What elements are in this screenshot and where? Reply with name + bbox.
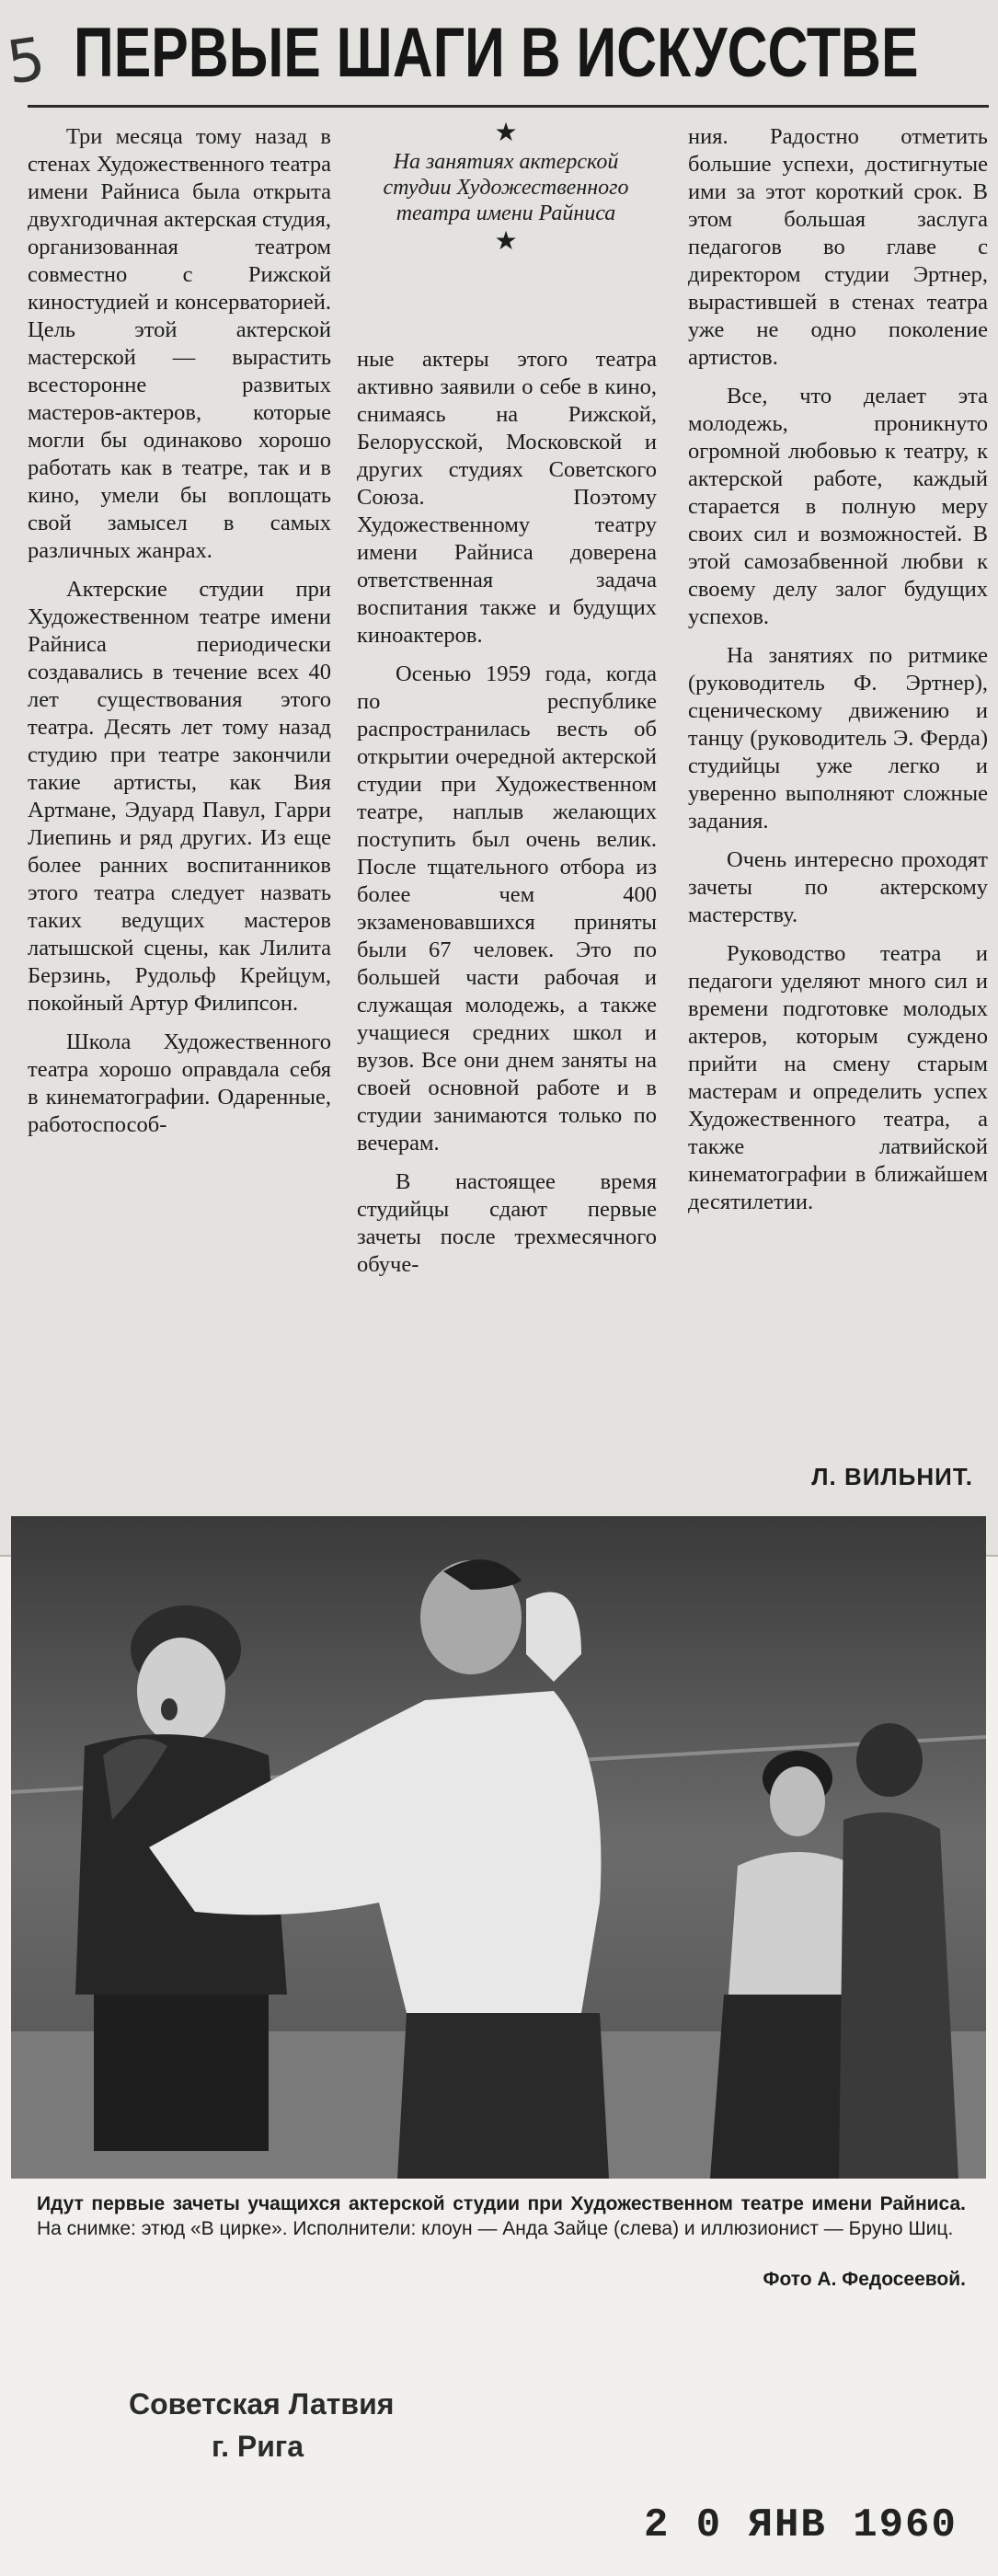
paragraph: Руководство театра и педагоги уделяют много сил и времени подготовке молодых актеров, которым суждено прийти на смену старым мастерам и определить успех Художественного театра, а также латвийской кинематографии в ближайшем десятилетии. (688, 941, 988, 1214)
paragraph: На занятиях по ритмике (руководитель Ф. Эртнер), сценическому движению и танцу (руководитель Э. Ферда) студийцы уже легко и уверенно выполняют сложные задания. (688, 643, 988, 834)
paragraph: Школа Художественного театра хорошо оправдала себя в кинематографии. Одаренные, работоспособ- (28, 1029, 331, 1137)
caption-lead: Идут первые зачеты учащихся актерской студии при Художественном театре имени Райниса. (37, 2193, 966, 2214)
paragraph: Актерские студии при Художественном театре имени Райниса периодически создавались в течение всех 40 лет существования этого театра. Десять лет тому назад студию при театре закончили такие артисты, как Вия Артмане, Эдуард Павул, Гарри Лиепинь и ряд других. Из еще более ранних воспитанников этого театра следует назвать таких ведущих мастеров латышской сцены, как Лилита Берзинь, Рудольф Крейцум, покойный Артур Филипсон. (28, 577, 331, 1016)
caption-rest: На снимке: этюд «В цирке». Исполнители: клоун — Анда Зайце (слева) и иллюзионист — Бруно Шиц. (37, 2218, 954, 2239)
subhead-text: На занятиях актерской студии Художественного театра имени Райниса (383, 150, 629, 225)
source-stamp (129, 2383, 394, 2467)
article-photo (11, 1516, 986, 2179)
photo-caption (37, 2191, 966, 2241)
star-ornament-top: ★ (494, 119, 518, 147)
author-signature: Л. ВИЛЬНИТ. (811, 1463, 973, 1490)
newspaper-name: Советская Латвия (129, 2387, 395, 2421)
paragraph: В настоящее время студийцы сдают первые зачеты после трехмесячного обуче- (357, 1169, 657, 1277)
headline-rule (28, 105, 989, 108)
date-stamp: 2 0 ЯНВ 1960 (644, 2502, 958, 2548)
star-ornament-bottom: ★ (494, 227, 518, 256)
paragraph: Осенью 1959 года, когда по республике распространилась весть об открытии очередной актерской студии при Художественном театре, наплыв желающих поступить был очень велик. После тщательного отбора из более чем 400 экзаменовавшихся приняты были 67 человек. Это по большей части рабочая и служащая молодежь, а также учащиеся средних школ и вузов. Все они днем заняты на своей основной работе и в студии занимаются только по вечерам. (357, 661, 657, 1156)
article-headline: ПЕРВЫЕ ШАГИ В ИСКУССТВЕ (74, 14, 919, 92)
paragraph: Все, что делает эта молодежь, проникнуто огромной любовью к театру, к актерской работе, каждый старается в полную меру своих сил и возможностей. В этой самозабвенной любви к своему делу залог будущих успехов. (688, 384, 988, 629)
paragraph: Очень интересно проходят зачеты по актерскому мастерству. (688, 847, 988, 927)
newspaper-city: г. Рига (212, 2430, 304, 2463)
photo-scene (11, 1516, 986, 2179)
paragraph: ния. Радостно отметить большие успехи, достигнутые ими за этот короткий срок. В этом большая заслуга педагогов во главе с директором студии Эртнер, выраcтившей в стенах театра уже не одно поколение артистов. (688, 124, 988, 370)
article-column-1 (28, 123, 331, 1139)
article-subhead (368, 118, 644, 258)
handwritten-mark: 5 (3, 25, 50, 98)
article-column-3 (688, 123, 988, 1216)
article-column-2 (357, 346, 657, 1279)
photo-credit: Фото А. Федосеевой. (763, 2269, 966, 2290)
paragraph: ные актеры этого театра активно заявили о себе в кино, снимаясь на Рижской, Белорусской, Московской и других студиях Советского Союза. Поэтому Художественному театру имени Райниса доверена ответственная задача воспитания также и будущих киноактеров. (357, 347, 657, 648)
paragraph: Три месяца тому назад в стенах Художественного театра имени Райниса была открыта двухгодичная актерская студия, организованная театром совместно с Рижской киностудией и консерваторией. Цель этой актерской мастерской — вырастить всесторонне развитых мастеров-актеров, которые могли бы одинаково хорошо работать как в театре, так и в кино, умели бы воплощать свой замысел в самых различных жанрах. (28, 124, 331, 563)
